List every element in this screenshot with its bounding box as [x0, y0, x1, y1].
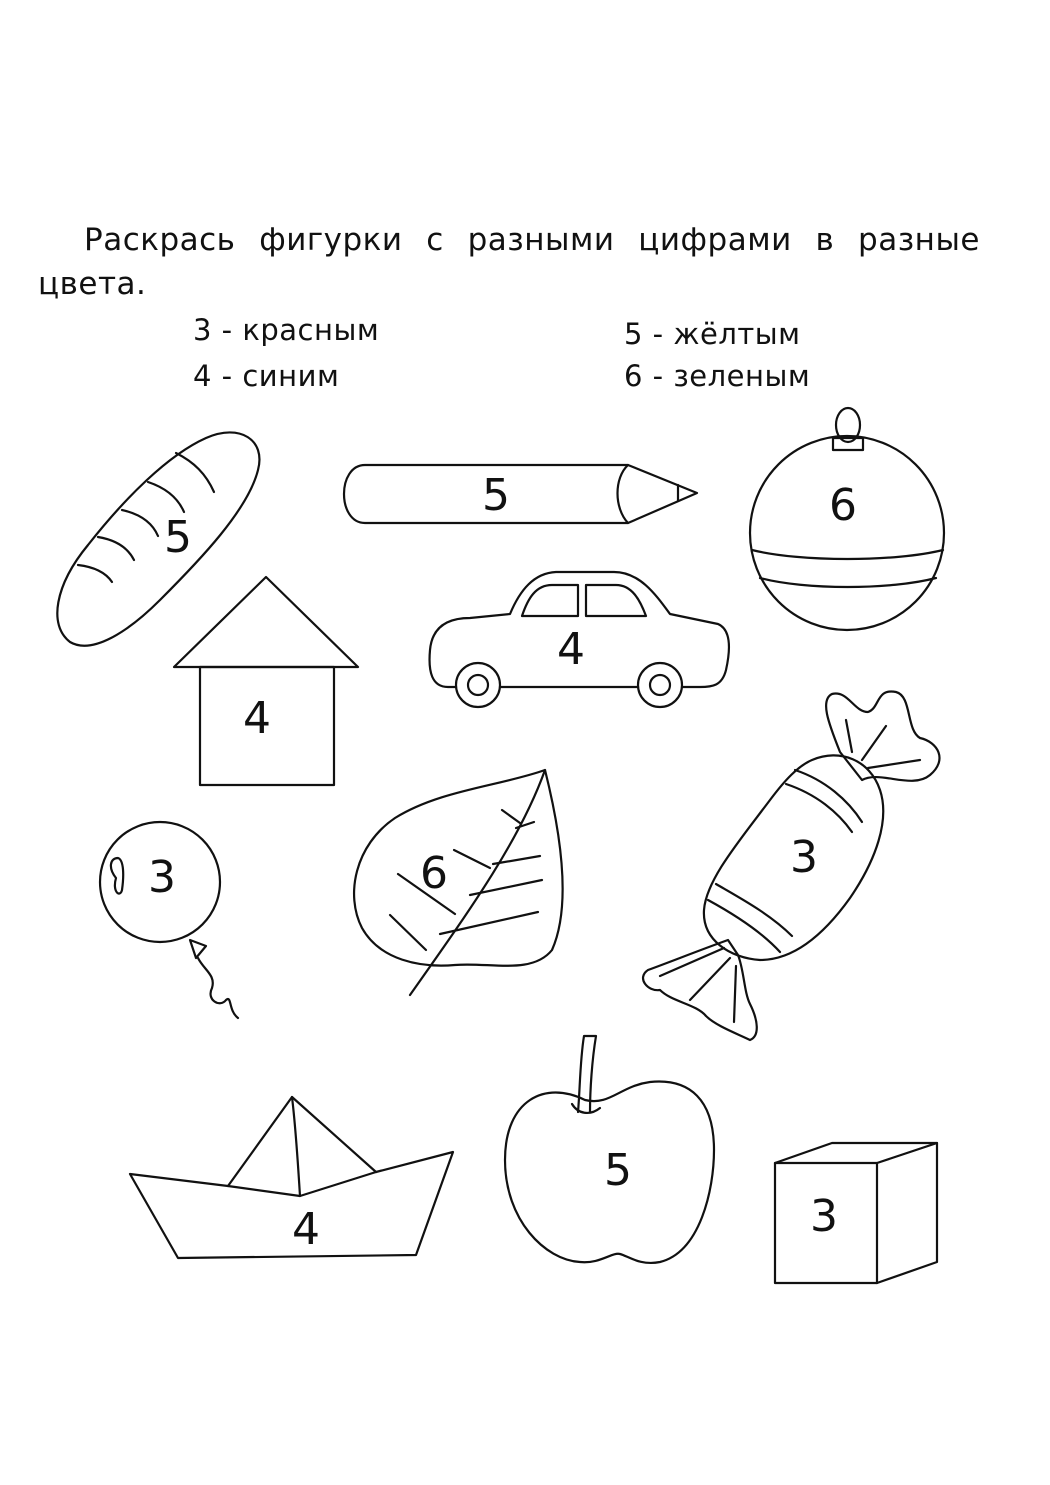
- car-window-right: [586, 585, 646, 616]
- car-wheel-front: [456, 663, 500, 707]
- boat-sail: [228, 1097, 376, 1186]
- balloon-highlight: [111, 858, 123, 894]
- pencil-sharpened-edge: [618, 465, 629, 523]
- candy-stripe-top: [795, 770, 862, 822]
- ornament-stripe-bottom: [760, 578, 936, 587]
- candy-figure[interactable]: [643, 691, 939, 1040]
- bread-score-4: [98, 537, 134, 560]
- ornament-cap: [833, 438, 863, 450]
- pencil-body: [344, 465, 697, 523]
- leaf-vein-1: [502, 810, 520, 823]
- balloon-knot: [190, 940, 206, 958]
- boat-figure[interactable]: [130, 1097, 453, 1258]
- candy-stripe-top-2: [786, 784, 852, 832]
- house-figure[interactable]: [174, 577, 358, 785]
- balloon-figure[interactable]: [100, 822, 238, 1018]
- apple-figure[interactable]: [505, 1036, 714, 1263]
- leaf-vein-3: [454, 850, 490, 868]
- ornament-figure[interactable]: [750, 408, 944, 630]
- pencil-figure[interactable]: [344, 465, 697, 523]
- legend-item-6: 6 - зеленым: [624, 359, 811, 393]
- pencil-number: 5: [482, 470, 510, 521]
- cube-figure[interactable]: [775, 1143, 937, 1283]
- ornament-number: 6: [829, 480, 857, 531]
- legend-item-5: 5 - жёлтым: [624, 317, 801, 351]
- car-window-left: [522, 585, 578, 616]
- apple-number: 5: [604, 1145, 632, 1196]
- cube-number: 3: [810, 1191, 838, 1242]
- apple-stem-base: [572, 1104, 600, 1113]
- car-figure[interactable]: [430, 572, 729, 707]
- boat-number: 4: [292, 1204, 320, 1255]
- ornament-ball: [750, 436, 944, 630]
- boat-sail-fold: [292, 1097, 300, 1196]
- leaf-outline: [354, 770, 562, 966]
- instruction-text: Раскрась фигурки с разными цифрами в разные цвета.: [38, 222, 980, 302]
- cube-top: [775, 1143, 937, 1163]
- house-number: 4: [243, 693, 271, 744]
- bread-score-5: [78, 565, 112, 582]
- leaf-vein-5: [470, 880, 542, 895]
- ornament-stripe-top: [752, 550, 943, 559]
- bread-score-2: [148, 482, 184, 512]
- leaf-figure[interactable]: [354, 770, 562, 995]
- car-wheel-back: [638, 663, 682, 707]
- bread-score-1: [176, 453, 214, 492]
- bread-number: 5: [164, 512, 192, 563]
- cube-side: [877, 1143, 937, 1283]
- balloon-string: [198, 958, 238, 1018]
- leaf-number: 6: [420, 848, 448, 899]
- legend-item-4: 4 - синим: [193, 359, 340, 393]
- car-number: 4: [557, 624, 585, 675]
- leaf-vein-8: [390, 915, 426, 950]
- candy-number: 3: [790, 832, 818, 883]
- bread-score-3: [122, 510, 158, 536]
- leaf-vein-7: [440, 912, 538, 934]
- legend-item-3: 3 - красным: [193, 313, 380, 347]
- candy-wrapper-top: [826, 691, 939, 780]
- house-roof: [174, 577, 358, 667]
- balloon-number: 3: [148, 852, 176, 903]
